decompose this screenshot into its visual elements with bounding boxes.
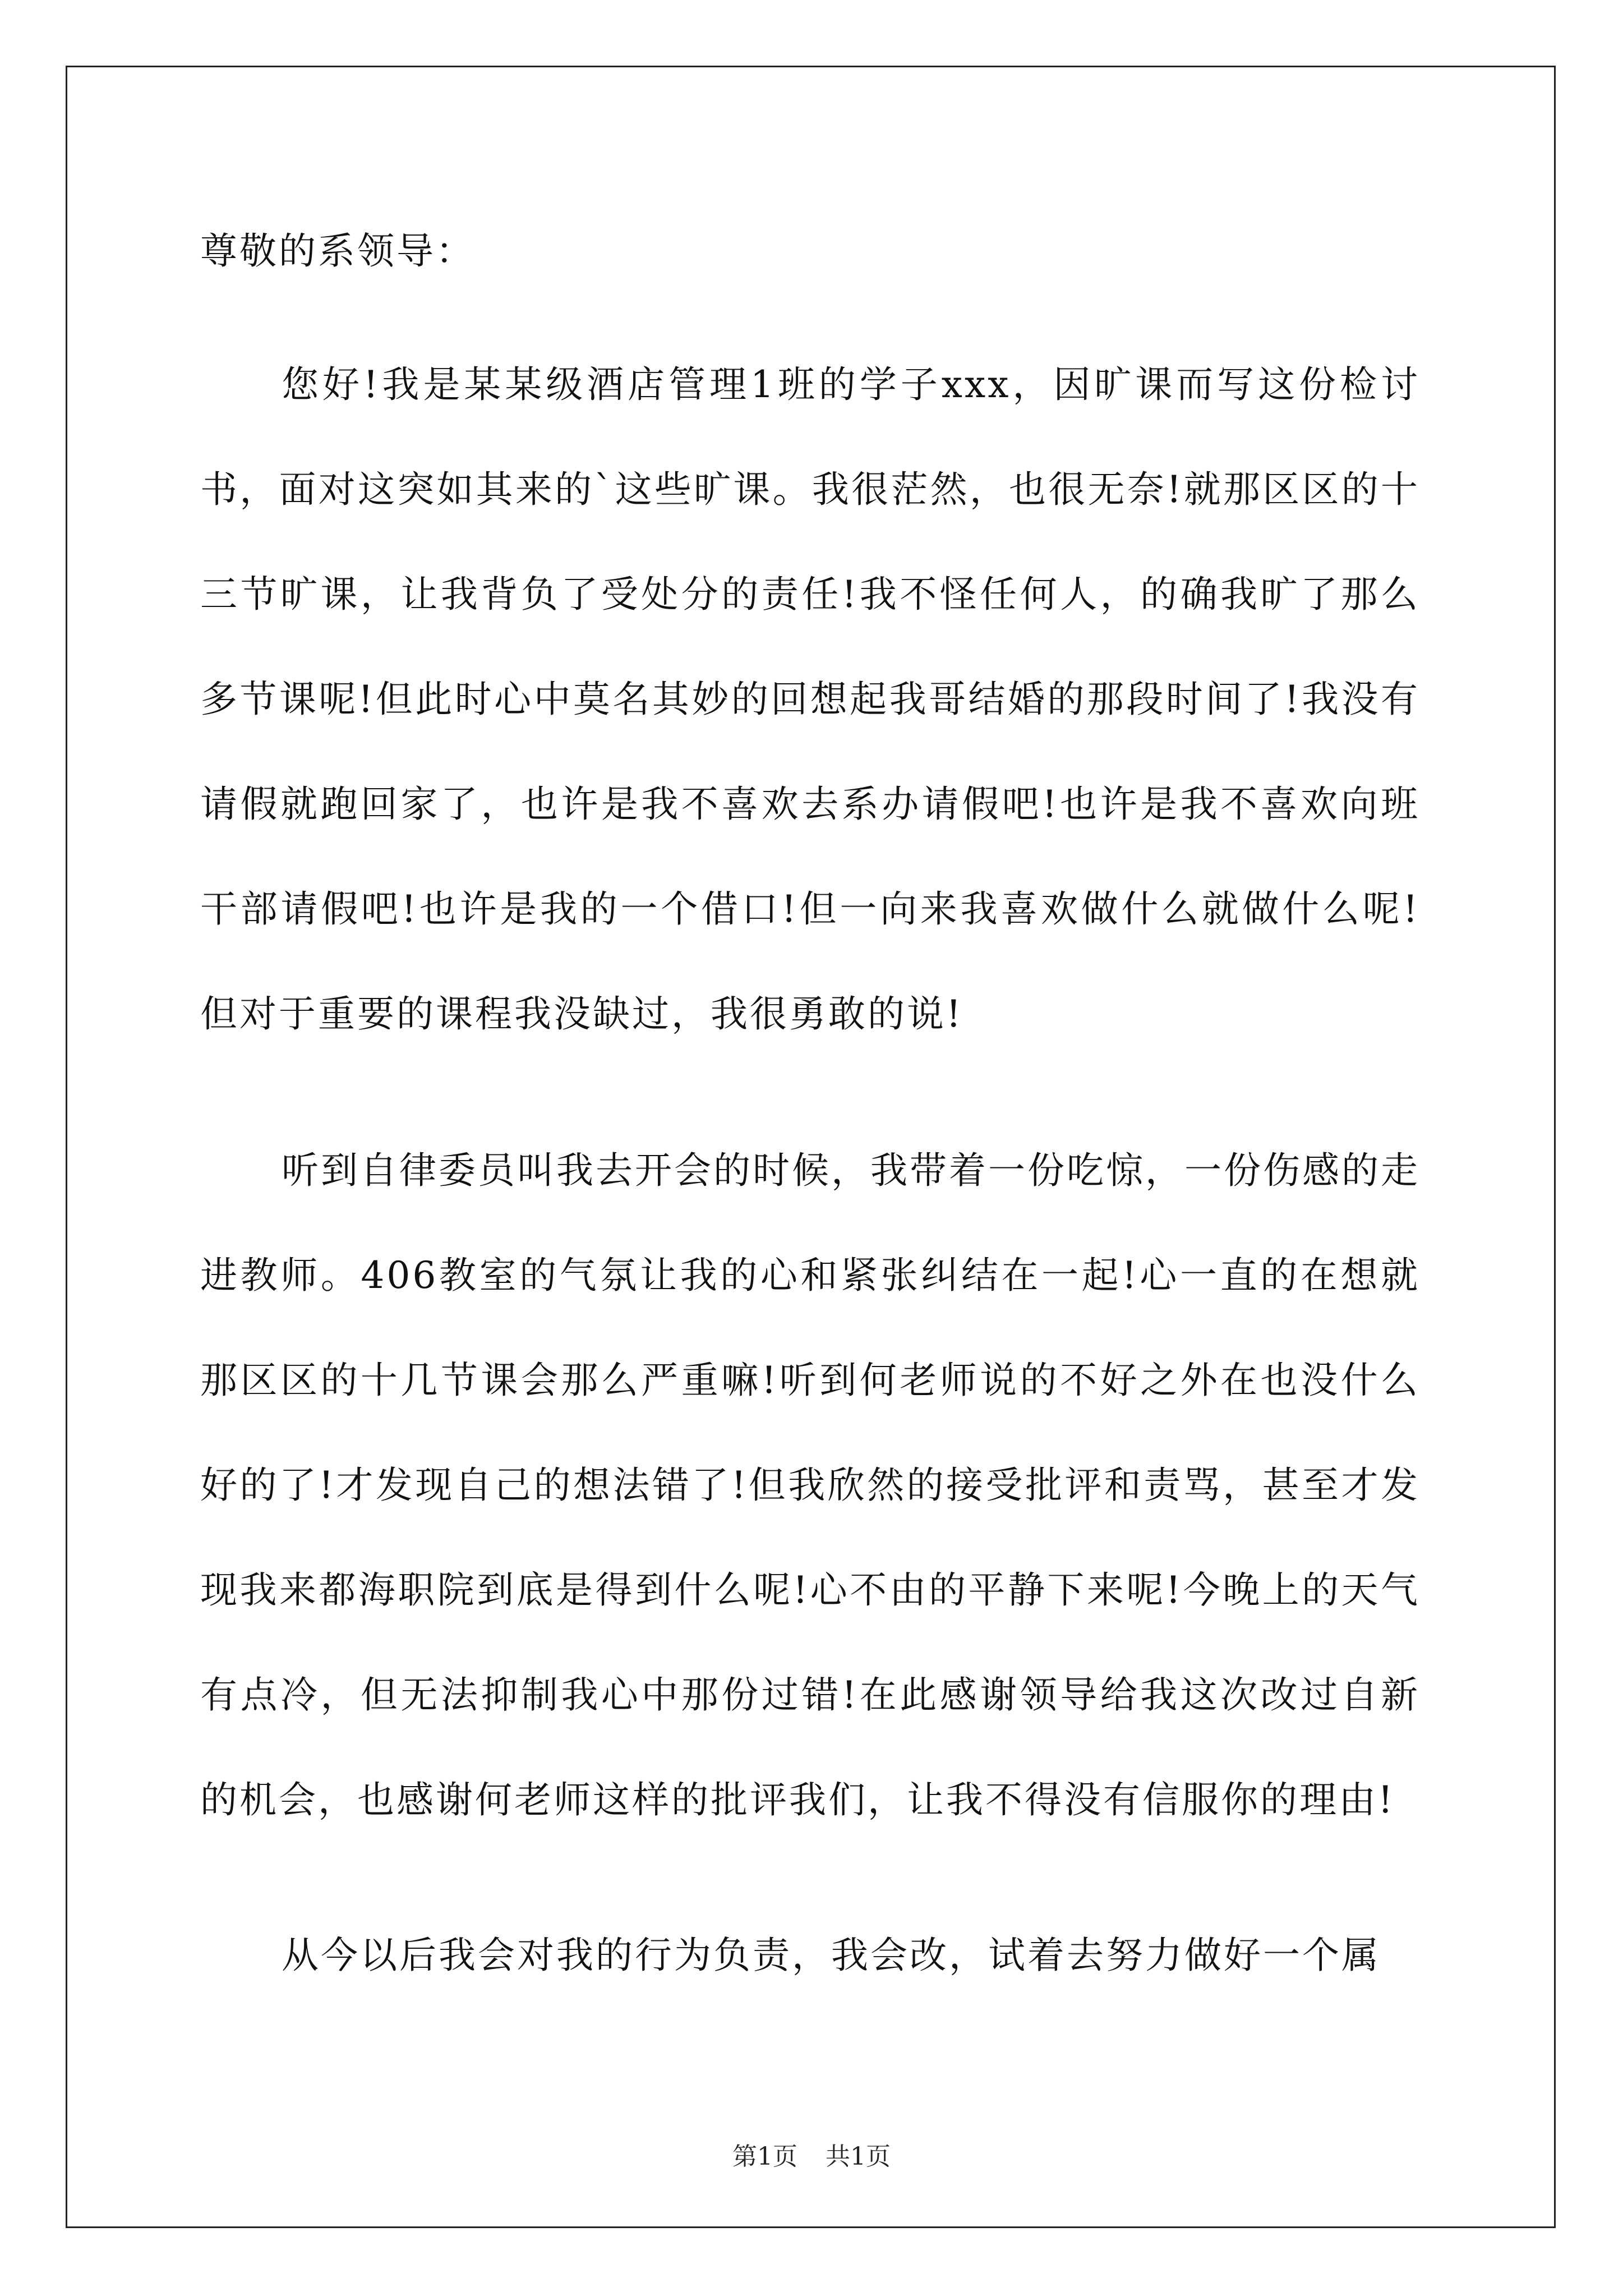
page-footer [0,2140,1623,2174]
document-body [200,224,1420,2008]
paragraph-3: 从今以后我会对我的行为负责，我会改，试着去努力做好一个属 [282,1934,1381,1977]
paragraph-2: 听到自律委员叫我去开会的时候，我带着一份吃惊，一份伤感的走进教师。406教室的气氛让我的心和紧张纠结在一起!心一直的在想就那区区的十几节课会那么严重嘛!听到何老师说的不好之外在也没什么好的了!才发现自己的想法错了!但我欣然的接受批评和责骂，甚至才发现我来都海职院到底是得到什么呢!心不由的平静下来呢!今晚上的天气有点冷，但无法抑制我心中那份过错!在此感谢领导给我这次改过自新的机会，也感谢何老师这样的批评我们，让我不得没有信服你的理由! [200,1149,1420,1821]
paragraph-1: 您好!我是某某级酒店管理1班的学子xxx，因旷课而写这份检讨书，面对这突如其来的`这些旷课。我很茫然，也很无奈!就那区区的十三节旷课，让我背负了受处分的责任!我不怪任何人，的确我旷了那么多节课呢!但此时心中莫名其妙的回想起我哥结婚的那段时间了!我没有请假就跑回家了，也许是我不喜欢去系办请假吧!也许是我不喜欢向班干部请假吧!也许是我的一个借口!但一向来我喜欢做什么就做什么呢!但对于重要的课程我没缺过，我很勇敢的说! [200,363,1420,1036]
salutation: 尊敬的系领导： [200,229,475,273]
total-pages: 共1页 [826,2142,891,2171]
page-number: 第1页 [732,2142,797,2171]
